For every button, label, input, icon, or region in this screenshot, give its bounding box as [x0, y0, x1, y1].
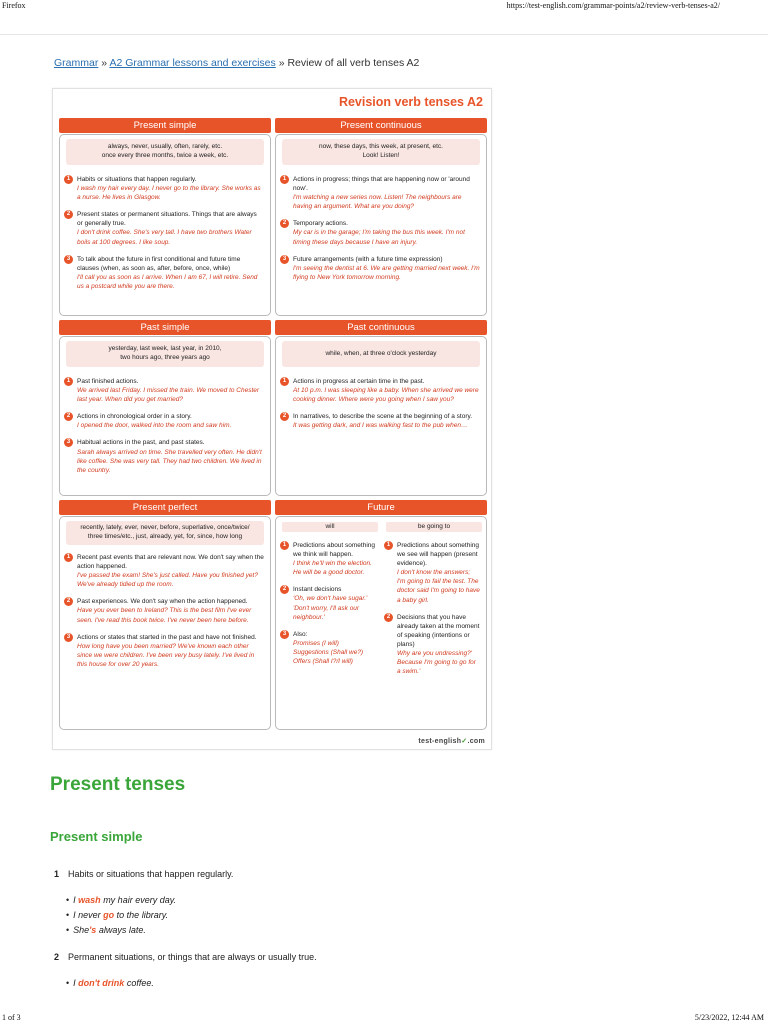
- number-badge-icon: 2: [384, 613, 393, 622]
- future-going-to-items: [380, 541, 486, 684]
- tense-use-rule: In narratives, to describe the scene at the beginning of a story.: [293, 413, 473, 421]
- tense-use-item: [60, 255, 270, 291]
- tense-use-example: I think he'll win the election. He will be a good doctor.: [293, 560, 372, 577]
- example-bullet: [66, 925, 146, 935]
- past-continuous-panel: [275, 336, 487, 496]
- example-text: She: [73, 925, 90, 935]
- tense-use-item: [60, 175, 270, 202]
- infographic-brand: [418, 737, 485, 745]
- past-simple-keywords: yesterday, last week, last year, in 2010, two hours ago, three years ago: [66, 341, 264, 367]
- example-text: I: [73, 978, 79, 988]
- tense-use-example: I don't know the answers; I'm going to fail the test. The doctor said I'm going to have a baby girl.: [397, 569, 480, 604]
- present-perfect-items: [60, 553, 270, 677]
- bullet-dot-icon: •: [66, 925, 70, 935]
- example-text: I never: [73, 910, 104, 920]
- number-badge-icon: 2: [64, 210, 73, 219]
- tense-use-rule: Past finished actions.: [77, 378, 139, 385]
- example-text: coffee.: [124, 978, 154, 988]
- tense-use-item: [60, 597, 270, 624]
- tense-use-example: I don't drink coffee. She's very tall. I have two brothers Water boils at 100 degrees. I like soup.: [77, 229, 252, 246]
- present-continuous-items: [276, 175, 486, 290]
- tense-use-item: [276, 377, 486, 404]
- tense-use-rule: Recent past events that are relevant now. We don't say when the action happened.: [77, 554, 264, 571]
- tense-use-example: We arrived last Friday. I missed the train. We moved to Chester last year. When did you get married?: [77, 387, 260, 404]
- future-will-items: [276, 541, 382, 674]
- tense-use-rule: To talk about the future in first conditional and future time clauses (when, as soon as, after, before, once, while): [77, 255, 241, 272]
- number-badge-icon: 3: [64, 633, 73, 642]
- tense-use-item: [276, 541, 382, 577]
- example-bullet: [66, 895, 176, 905]
- tense-use-rule: Past experiences. We don't say when the action happened.: [77, 598, 248, 606]
- tense-use-item: [380, 541, 486, 605]
- number-badge-icon: 1: [280, 541, 289, 550]
- number-badge-icon: 2: [280, 585, 289, 594]
- print-header: [0, 0, 768, 12]
- present-continuous-panel: [275, 134, 487, 316]
- rule-number: 2: [54, 952, 60, 962]
- tense-use-rule: Predictions about something we think will happen.: [293, 542, 376, 559]
- print-datetime: 5/23/2022, 12:44 AM: [694, 1013, 764, 1022]
- breadcrumb-link-a2-lessons[interactable]: A2 Grammar lessons and exercises: [109, 57, 276, 69]
- number-badge-icon: 3: [280, 630, 289, 639]
- present-simple-panel: [59, 134, 271, 316]
- tense-use-rule: Actions in chronological order in a story.: [77, 413, 192, 421]
- tense-use-item: [276, 585, 382, 621]
- example-text: to the library.: [114, 910, 169, 920]
- tense-use-item: [380, 613, 486, 677]
- tense-use-rule: Future arrangements (with a future time expression): [293, 255, 443, 263]
- print-url: https://test-english.com/grammar-points/a2/review-verb-tenses-a2/: [506, 1, 720, 10]
- example-verb: 's: [89, 925, 97, 935]
- number-badge-icon: 2: [280, 412, 289, 421]
- tense-use-rule: Actions in progress; things that are happening now or 'around now'.: [293, 176, 470, 193]
- heading-present-simple: Present simple: [50, 829, 143, 844]
- number-badge-icon: 2: [280, 219, 289, 228]
- future-heading: Future: [275, 500, 487, 515]
- tense-use-example: 'Oh, we don't have sugar.' 'Don't worry, I'll ask our neighbour.': [293, 595, 368, 621]
- tense-use-item: [276, 630, 382, 666]
- number-badge-icon: 1: [64, 175, 73, 184]
- tense-use-item: [60, 553, 270, 589]
- tense-use-item: [276, 219, 486, 246]
- present-continuous-heading: Present continuous: [275, 118, 487, 133]
- tense-use-example: I'm watching a new series now. Listen! The neighbours are having an argument. What are you doing?: [293, 194, 462, 211]
- tense-use-example: Promises (I will) Suggestions (Shall we?) Offers (Shall I?/I will): [293, 639, 364, 666]
- tense-use-item: [60, 633, 270, 669]
- tense-use-item: [276, 412, 486, 430]
- breadcrumb-link-grammar[interactable]: Grammar: [54, 57, 99, 69]
- future-panel: [275, 516, 487, 730]
- example-verb: don't drink: [78, 978, 125, 988]
- tense-use-example: My car is in the garage; I'm taking the bus this week. I'm not timing these days because I have an injury.: [293, 229, 465, 246]
- past-continuous-keywords: while, when, at three o'clock yesterday: [282, 341, 480, 367]
- future-will-label: will: [282, 522, 378, 532]
- print-app-name: Firefox: [2, 1, 26, 10]
- tense-use-example: At 10 p.m. I was sleeping like a baby. When she arrived we were cooking dinner. Where were you going when I saw you?: [293, 387, 479, 404]
- number-badge-icon: 1: [384, 541, 393, 550]
- rule-item-2: [54, 952, 317, 962]
- tense-use-item: [276, 175, 486, 211]
- tense-use-rule: Habitual actions in the past, and past states.: [77, 439, 205, 447]
- tense-use-example: I'm seeing the dentist at 6. We are getting married next week. I'm flying to New York tomorrow morning.: [293, 264, 480, 281]
- tense-use-rule: Also:: [293, 630, 308, 638]
- heading-present-tenses: Present tenses: [50, 774, 186, 795]
- tense-use-example: I've passed the exam! She's just called. Have you finished yet? We've already tidied up the room.: [77, 572, 258, 589]
- tense-use-rule: Temporary actions.: [293, 220, 348, 228]
- print-footer: [0, 1010, 768, 1024]
- number-badge-icon: 1: [64, 553, 73, 562]
- example-text: my hair every day.: [100, 895, 177, 905]
- tense-use-item: [276, 255, 486, 282]
- example-verb: go: [103, 910, 115, 920]
- infographic-title: Revision verb tenses A2: [338, 95, 483, 109]
- number-badge-icon: 2: [64, 412, 73, 421]
- tense-use-example: Why are you undressing?' Because I'm going to go for a swim.': [397, 650, 476, 676]
- tense-use-rule: Predictions about something we see will happen (present evidence).: [397, 542, 480, 568]
- past-simple-panel: [59, 336, 271, 496]
- number-badge-icon: 1: [280, 377, 289, 386]
- bullet-dot-icon: •: [66, 910, 70, 920]
- breadcrumb-separator: »: [278, 57, 285, 69]
- tense-use-rule: Habits or situations that happen regularly.: [77, 176, 197, 183]
- present-simple-heading: Present simple: [59, 118, 271, 133]
- tense-use-item: [60, 412, 270, 430]
- present-perfect-keywords: recently, lately, ever, never, before, superlative, once/twice/ three times/etc., just, already, yet, for, since, how long: [66, 521, 264, 545]
- breadcrumb-separator: »: [101, 57, 108, 69]
- example-text: always late.: [96, 925, 146, 935]
- example-verb: wash: [78, 895, 101, 905]
- tense-use-rule: Present states or permanent situations. Things that are always or generally true.: [77, 211, 257, 228]
- breadcrumb: [54, 57, 419, 69]
- past-continuous-heading: Past continuous: [275, 320, 487, 335]
- rule-item-1: [54, 869, 233, 879]
- tense-use-rule: Instant decisions: [293, 586, 342, 594]
- example-bullet: [66, 910, 168, 920]
- present-continuous-keywords: now, these days, this week, at present, etc. Look! Listen!: [282, 139, 480, 165]
- brand-check-icon: ✓: [461, 738, 468, 745]
- tense-use-example: How long have you been married? We've known each other since we were children. I've been very busy lately. I've lived in this house for over 20 years.: [77, 642, 255, 668]
- rule-number: 1: [54, 869, 60, 879]
- number-badge-icon: 1: [64, 377, 73, 386]
- bullet-dot-icon: •: [66, 978, 70, 988]
- tense-use-example: Have you ever been to Ireland? This is the best film I've ever seen. I've read this book twice. I've never been here before.: [77, 607, 252, 624]
- brand-domain: .com: [467, 738, 485, 745]
- verb-tenses-infographic: [52, 88, 492, 750]
- tense-use-rule: Decisions that you have already taken at the moment of speaking (intentions or plans): [397, 613, 480, 648]
- tense-use-example: Sarah always arrived on time. She travelled very often. He didn't like coffee. She was very tall. They had two children. We lived in the country.: [77, 448, 262, 474]
- tense-use-example: It was getting dark, and I was walking fast to the pub when…: [293, 422, 468, 430]
- tense-use-example: I opened the door, walked into the room and saw him.: [77, 422, 232, 430]
- present-perfect-heading: Present perfect: [59, 500, 271, 515]
- example-text: I: [73, 895, 79, 905]
- present-simple-items: [60, 175, 270, 299]
- future-going-to-label: be going to: [386, 522, 482, 532]
- past-simple-heading: Past simple: [59, 320, 271, 335]
- past-simple-items: [60, 377, 270, 483]
- site-header-divider: [0, 34, 768, 35]
- rule-text: Habits or situations that happen regularly.: [68, 869, 234, 879]
- tense-use-rule: Actions in progress at certain time in the past.: [293, 378, 425, 385]
- rule-text: Permanent situations, or things that are always or usually true.: [68, 952, 317, 962]
- tense-use-example: I'll call you as soon as I arrive. When I am 67, I will retire. Send us a postcard while you are there.: [77, 273, 258, 290]
- present-simple-keywords: always, never, usually, often, rarely, etc. once every three months, twice a week, etc.: [66, 139, 264, 165]
- present-perfect-panel: [59, 516, 271, 730]
- tense-use-item: [60, 210, 270, 246]
- tense-use-rule: Actions or states that started in the past and have not finished.: [77, 633, 257, 641]
- bullet-dot-icon: •: [66, 895, 70, 905]
- example-bullet: [66, 978, 154, 988]
- number-badge-icon: 1: [280, 175, 289, 184]
- number-badge-icon: 3: [280, 255, 289, 264]
- number-badge-icon: 3: [64, 438, 73, 447]
- brand-text: test-english: [418, 738, 462, 745]
- breadcrumb-current: Review of all verb tenses A2: [287, 57, 420, 69]
- past-continuous-items: [276, 377, 486, 438]
- tense-use-item: [60, 438, 270, 474]
- number-badge-icon: 2: [64, 597, 73, 606]
- print-page-number: 1 of 3: [2, 1013, 21, 1022]
- tense-use-example: I wash my hair every day. I never go to the library. She works as a nurse. He lives in Glasgow.: [77, 185, 261, 202]
- tense-use-item: [60, 377, 270, 404]
- number-badge-icon: 3: [64, 255, 73, 264]
